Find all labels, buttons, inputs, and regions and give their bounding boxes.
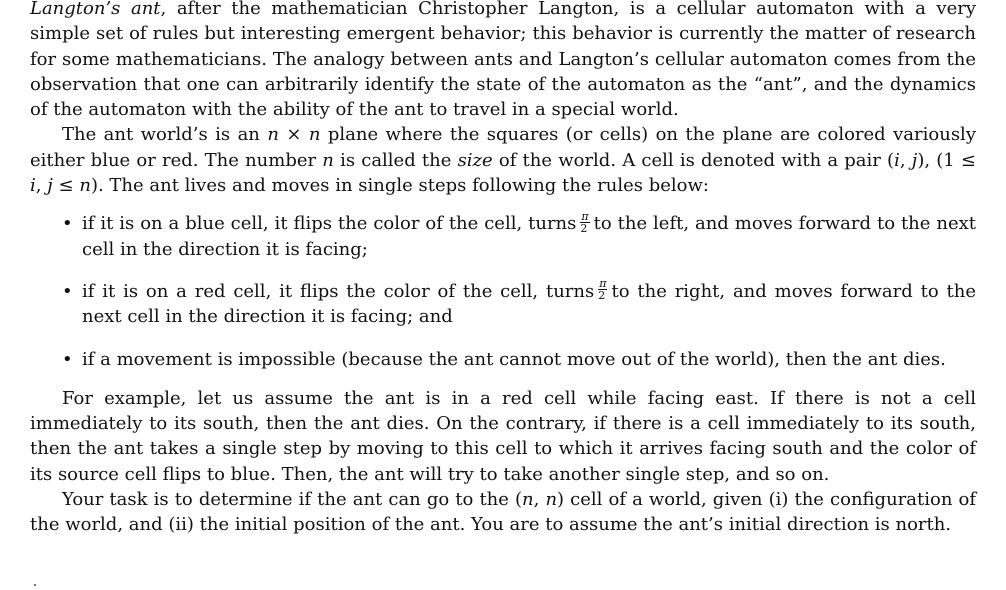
math-range-open: (1 ≤: [936, 149, 976, 171]
bullet-icon: •: [62, 280, 73, 302]
math-j: j: [911, 149, 918, 171]
fraction-denominator: 2: [598, 289, 606, 303]
math-range-close: ): [90, 175, 98, 197]
world-text-4: of the world. A cell is denoted with a pair: [492, 149, 888, 171]
math-j: j: [47, 175, 53, 197]
fraction-numerator: π: [581, 209, 589, 223]
rule-text: to the left, and moves forward to the next cell in the direction it is facing;: [82, 213, 976, 260]
rule-text: if a movement is impossible (because the ant cannot move out of the world), then the ant dies.: [82, 348, 946, 370]
task-text-1: Your task is to determine if the ant can go to the: [62, 489, 516, 511]
langtons-ant-term: Langton’s ant: [30, 0, 161, 19]
intro-paragraph: [30, 0, 976, 122]
math-paren: (: [515, 489, 523, 511]
bullet-icon: •: [62, 213, 73, 235]
pi-over-two-fraction: [580, 211, 589, 234]
math-comma: ,: [35, 175, 48, 197]
rule-blue-cell: [62, 209, 976, 262]
math-i: i: [894, 149, 900, 171]
target-cell-notation: [515, 489, 564, 510]
rule-text: to the right, and moves forward to the next cell in the direction it is facing; and: [82, 280, 977, 328]
math-n: n: [545, 489, 558, 511]
world-text-5: . The ant lives and moves in single steps following the rules below:: [97, 175, 709, 197]
math-times: ×: [286, 124, 302, 146]
rules-list: [30, 211, 976, 371]
rule-red-cell: [62, 277, 977, 330]
fraction-numerator: π: [599, 277, 607, 291]
math-i: i: [30, 175, 36, 197]
size-term: size: [457, 149, 493, 171]
math-n: n: [522, 489, 534, 511]
world-text-2: plane where the squares (or cells) on the plane are colored variously either blue or red. The number: [30, 124, 976, 171]
math-n: n: [322, 149, 334, 171]
pi-over-two-fraction: [598, 278, 607, 301]
task-text-2: cell of a world, given (i) the configuration of the world, and (ii) the initial position of the ant. You are to assume the ant’s initial direction is north.: [30, 489, 976, 536]
cell-pair-notation: [887, 150, 924, 171]
bullet-icon: •: [62, 348, 73, 370]
rule-impossible-move: [62, 347, 976, 372]
math-n: n: [267, 124, 279, 146]
math-paren: ): [557, 489, 565, 511]
math-paren: (: [887, 149, 895, 171]
problem-statement: [30, 0, 976, 538]
intro-text: , after the mathematician Christopher Langton, is a cellular automaton with a very simple set of rules but interesting emergent behavior; this behavior is currently the matter of research for some mathematicians. The analogy between ants and Langton’s cellular automaton comes from the observation that one can arbitrarily identify the state of the automaton as the “ant”, and the dynamics of the automaton with the ability of the ant to travel in a special world.: [30, 0, 976, 121]
math-leq: ≤: [52, 175, 80, 197]
world-text-1: The ant world’s is an: [62, 124, 268, 146]
rule-text: if it is on a red cell, it flips the color of the cell, turns: [82, 280, 595, 302]
task-paragraph: [30, 487, 976, 538]
math-n: n: [308, 124, 321, 146]
example-paragraph: For example, let us assume the ant is in a red cell while facing east. If there is not a cell immediately to its south, then the ant dies. On the contrary, if there is a cell immediately to its south, then the ant takes a single step by moving to this cell to which it arrives facing south and the color of its source cell flips to blue. Then, the ant will try to take another single step, and so on.: [30, 387, 976, 485]
world-paragraph: The ant world’s is an n × n plane where the squares (or cells) on the plane are colored variously either blue or red. The number n is called the size of the world. A cell is denoted with a pair (i, j), (1 ≤ i, j ≤ n). The ant lives and moves in single steps following the rules below:: [30, 124, 976, 197]
math-comma: ,: [533, 489, 546, 511]
world-text-3: is called the: [333, 149, 458, 171]
math-comma: ,: [899, 149, 912, 171]
fraction-denominator: 2: [580, 221, 588, 235]
stray-mark: [34, 584, 36, 586]
math-n: n: [79, 175, 91, 197]
rule-text: if it is on a blue cell, it flips the color of the cell, turns: [82, 213, 577, 235]
math-paren: ): [917, 149, 925, 171]
